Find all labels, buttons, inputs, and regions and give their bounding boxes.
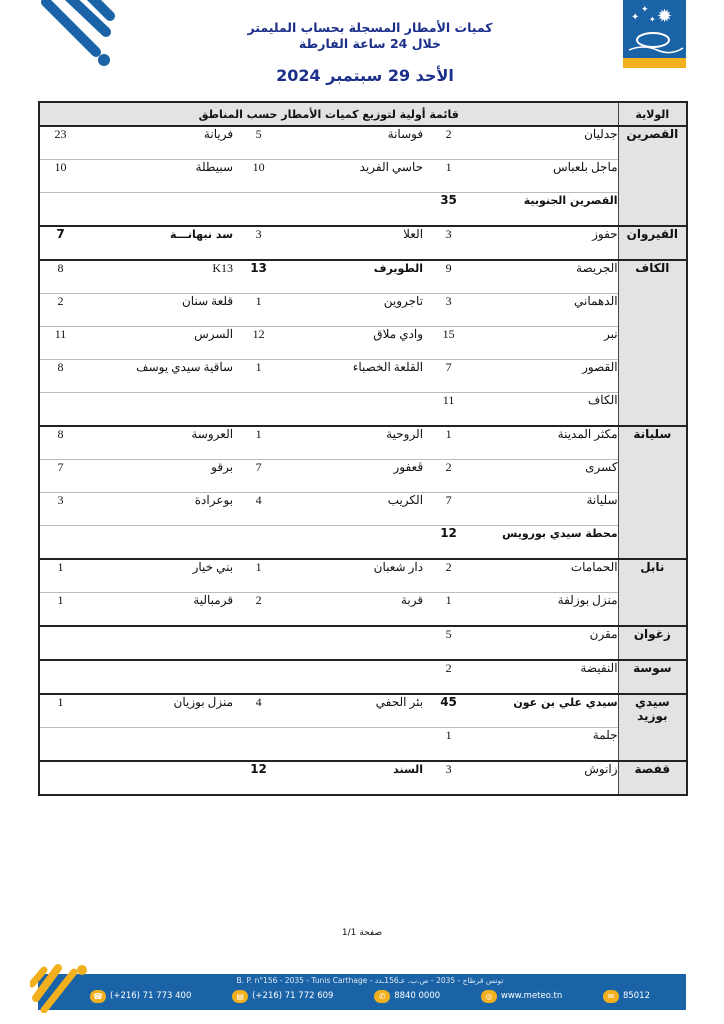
station-name-text: جلمة: [592, 728, 618, 742]
call-center-icon: ✆: [374, 990, 390, 1003]
station-name-text: محطة سيدي بورويس: [502, 527, 618, 540]
station-name: [81, 193, 241, 227]
station-name: [81, 360, 241, 393]
rainfall-value-text: 7: [255, 460, 262, 474]
station-name: [466, 593, 618, 627]
station-name-text: سد نبهانـــة: [169, 228, 234, 241]
contact-item: [232, 990, 333, 1003]
station-name-text: الدهماني: [574, 294, 618, 308]
station-name-text: برقو: [211, 460, 234, 474]
table-row: [39, 426, 687, 460]
stars-sun-icon: [623, 0, 686, 58]
station-name: [276, 460, 431, 493]
rainfall-value: [39, 626, 81, 660]
rainfall-value-text: 1: [57, 593, 64, 607]
station-name-text: الكريب: [387, 493, 424, 507]
wilaya-cell: الكاف: [618, 260, 687, 426]
station-name: [81, 460, 241, 493]
wilaya-cell: زغوان: [618, 626, 687, 660]
station-name: [276, 294, 431, 327]
rainfall-value: [241, 360, 276, 393]
rainfall-value-text: 7: [445, 360, 452, 374]
rainfall-value: [431, 360, 466, 393]
rainfall-value-text: 5: [445, 627, 452, 641]
rainfall-value: [241, 526, 276, 560]
station-name: [276, 327, 431, 360]
rainfall-value: [39, 126, 81, 160]
station-name-text: وادي ملاق: [373, 327, 424, 341]
station-name: [81, 660, 241, 694]
rainfall-value: [431, 593, 466, 627]
station-name-text: الجريصة: [576, 261, 618, 275]
station-name: [276, 426, 431, 460]
rainfall-value: [241, 226, 276, 260]
rainfall-value-text: 12: [252, 327, 265, 341]
rainfall-value: [241, 393, 276, 427]
rainfall-value-text: 1: [57, 695, 64, 709]
wilaya-cell: نابل: [618, 559, 687, 626]
table-row: [39, 260, 687, 294]
rainfall-value-text: 7: [445, 493, 452, 507]
institut-national-meteorologie-logo: [623, 0, 686, 68]
rainfall-value: [431, 393, 466, 427]
rainfall-value: [39, 761, 81, 795]
rainfall-value: [39, 327, 81, 360]
station-name: [466, 193, 618, 227]
station-name-text: العلا: [403, 227, 424, 241]
report-title: [200, 20, 540, 52]
station-name-text: قلعة سنان: [181, 294, 234, 308]
rainfall-value-text: 7: [57, 460, 64, 474]
rainfall-value: [431, 761, 466, 795]
rainfall-value-text: 2: [445, 460, 452, 474]
table-row: [39, 327, 687, 360]
station-name-text: الروحية: [386, 427, 424, 441]
rainfall-value-text: 12: [250, 762, 267, 776]
contact-item: [481, 990, 562, 1003]
station-name: [276, 226, 431, 260]
table-row: [39, 294, 687, 327]
station-name: [276, 160, 431, 193]
rainfall-value: [241, 126, 276, 160]
station-name-text: زانوش: [584, 762, 618, 776]
rainfall-value: [39, 559, 81, 593]
rainfall-value-text: 1: [445, 593, 452, 607]
station-name: [81, 559, 241, 593]
table-row: [39, 526, 687, 560]
rainfall-value-text: 35: [440, 193, 457, 207]
rainfall-value: [241, 327, 276, 360]
station-name: [276, 694, 431, 728]
wilaya-cell: القيروان: [618, 226, 687, 260]
station-name: [81, 626, 241, 660]
station-name-text: سليانة: [586, 493, 618, 507]
station-name-text: السرس: [194, 327, 234, 341]
rainfall-value: [431, 493, 466, 526]
station-name: [466, 126, 618, 160]
rainfall-value-text: 12: [440, 526, 457, 540]
station-name: [466, 327, 618, 360]
rainfall-value: [241, 193, 276, 227]
station-name: [81, 327, 241, 360]
rainfall-value: [431, 728, 466, 762]
station-name-text: سبيطلة: [195, 160, 234, 174]
rainfall-value: [431, 559, 466, 593]
station-name: [466, 393, 618, 427]
table-row: [39, 460, 687, 493]
table-header-row: [39, 102, 687, 126]
rainfall-value-text: 3: [445, 294, 452, 308]
rainfall-value-text: 1: [445, 427, 452, 441]
rainfall-value: [431, 460, 466, 493]
wilaya-cell: سليانة: [618, 426, 687, 559]
rainfall-value: [241, 761, 276, 795]
rainfall-value-text: 8: [57, 261, 64, 275]
rainfall-value: [39, 526, 81, 560]
rainfall-value-text: 3: [445, 227, 452, 241]
rainfall-value-text: 2: [255, 593, 262, 607]
contact-item: [90, 990, 191, 1003]
station-name-text: العروسة: [191, 427, 234, 441]
station-name-text: بوعرادة: [194, 493, 234, 507]
rainfall-value: [241, 260, 276, 294]
phone-icon: ☎: [90, 990, 106, 1003]
rainfall-value-text: 15: [442, 327, 455, 341]
rainfall-value-text: 1: [255, 294, 262, 308]
contact-text: 8840 0000: [394, 991, 441, 1001]
rainfall-value: [241, 626, 276, 660]
station-name: [81, 426, 241, 460]
table-row: [39, 626, 687, 660]
rainfall-value: [39, 360, 81, 393]
station-name: [81, 526, 241, 560]
rainfall-value-text: 11: [442, 393, 455, 407]
station-name: [466, 761, 618, 795]
station-name: [466, 526, 618, 560]
station-name: [81, 160, 241, 193]
svg-text:✦: ✦: [641, 5, 649, 15]
station-name-text: مكثر المدينة: [557, 427, 618, 441]
rainfall-value: [241, 593, 276, 627]
rainfall-value-text: 5: [255, 127, 262, 141]
station-name-text: بئر الحفي: [375, 695, 424, 709]
station-name-text: حفوز: [592, 227, 618, 241]
station-name: [466, 294, 618, 327]
rainfall-value: [431, 294, 466, 327]
contact-item: [603, 990, 650, 1003]
station-name: [81, 260, 241, 294]
rainfall-value-text: 11: [54, 327, 67, 341]
station-name: [81, 694, 241, 728]
table-row: [39, 694, 687, 728]
station-name: [81, 126, 241, 160]
column-header-wilaya: الولاية: [618, 102, 687, 126]
rainfall-value: [39, 260, 81, 294]
rainfall-value: [431, 327, 466, 360]
rainfall-value: [431, 260, 466, 294]
table-row: [39, 660, 687, 694]
table-body: [39, 126, 687, 795]
station-name: [466, 260, 618, 294]
wilaya-cell: سوسة: [618, 660, 687, 694]
rainfall-value-text: 1: [445, 160, 452, 174]
station-name: [276, 360, 431, 393]
station-name: [276, 493, 431, 526]
rainfall-value: [431, 226, 466, 260]
station-name: [81, 493, 241, 526]
footer-address: B. P. n°156 - 2035 - Tunis Carthage - تونس قرطاج - 2035 - ص.ب. عـ156ـدد: [236, 976, 504, 985]
column-header-stations: قائمة أولية لتوزيع كميات الأمطار حسب المناطق: [39, 102, 618, 126]
station-name: [81, 294, 241, 327]
table-row: [39, 193, 687, 227]
rainfall-value-text: 1: [255, 560, 262, 574]
rainfall-value-text: 10: [252, 160, 265, 174]
station-name: [466, 360, 618, 393]
station-name-text: فوسانة: [387, 127, 424, 141]
wilaya-cell: سيدي بوزيد: [618, 694, 687, 761]
station-name-text: منزل بوزيان: [173, 695, 234, 709]
rainfall-value-text: 1: [255, 427, 262, 441]
contact-text: (+216) 71 772 609: [252, 991, 334, 1001]
rainfall-value-text: 7: [56, 227, 65, 241]
station-name-text: القصور: [582, 360, 618, 374]
station-name-text: الكاف: [587, 393, 618, 407]
rainfall-value: [241, 660, 276, 694]
station-name: [276, 193, 431, 227]
rainfall-value-text: 1: [445, 728, 452, 742]
station-name: [81, 393, 241, 427]
station-name: [276, 126, 431, 160]
rainfall-value-text: 2: [445, 661, 452, 675]
rainfall-value: [431, 526, 466, 560]
station-name: [466, 460, 618, 493]
rainfall-value: [241, 460, 276, 493]
fax-icon: ▤: [232, 990, 248, 1003]
station-name: [466, 226, 618, 260]
rainfall-value-text: 45: [440, 695, 457, 709]
table-row: [39, 761, 687, 795]
rainfall-value-text: 10: [54, 160, 67, 174]
station-name: [276, 593, 431, 627]
rainfall-value: [431, 126, 466, 160]
station-name: [276, 526, 431, 560]
station-name-text: الحمامات: [570, 560, 618, 574]
rainfall-value: [39, 393, 81, 427]
contact-text: (+216) 71 773 400: [110, 991, 192, 1001]
wilaya-cell: القصرين: [618, 126, 687, 226]
station-name-text: بني خيار: [192, 560, 234, 574]
svg-text:✹: ✹: [657, 6, 673, 27]
station-name-text: ڨعفور: [393, 460, 424, 474]
station-name: [276, 626, 431, 660]
svg-text:✦: ✦: [649, 15, 656, 24]
station-name: [81, 761, 241, 795]
table-row: [39, 226, 687, 260]
rainfall-value: [39, 193, 81, 227]
rainfall-value: [39, 660, 81, 694]
station-name-text: تاجروين: [383, 294, 424, 308]
table-row: [39, 360, 687, 393]
rainfall-value: [39, 160, 81, 193]
station-name: [81, 593, 241, 627]
rainfall-value-text: 4: [255, 493, 262, 507]
rainfall-value-text: 8: [57, 360, 64, 374]
station-name: [466, 626, 618, 660]
station-name-text: ماجل بلعباس: [552, 160, 618, 174]
station-name: [81, 226, 241, 260]
rainfall-value: [241, 694, 276, 728]
rainfall-value: [39, 226, 81, 260]
footer-stripes-logo: [30, 958, 90, 1013]
table-row: [39, 160, 687, 193]
rainfall-value-text: 9: [445, 261, 452, 275]
contact-text[interactable]: www.meteo.tn: [500, 991, 563, 1001]
svg-text:✦: ✦: [631, 12, 640, 23]
rainfall-value: [431, 626, 466, 660]
station-name: [466, 426, 618, 460]
station-name: [276, 660, 431, 694]
station-name: [466, 493, 618, 526]
station-name-text: نبر: [603, 327, 618, 341]
rainfall-value-text: 1: [57, 560, 64, 574]
title-line-1: كميات الأمطار المسجلة بحساب المليمتر: [247, 20, 493, 35]
station-name-text: قرمبالية: [193, 593, 234, 607]
rainfall-value-text: 3: [445, 762, 452, 776]
station-name: [81, 728, 241, 762]
contact-item: [374, 990, 440, 1003]
station-name: [276, 393, 431, 427]
station-name-text: الطويرف: [373, 262, 424, 275]
station-name: [276, 728, 431, 762]
table-row: [39, 728, 687, 762]
station-name: [276, 761, 431, 795]
rainfall-table: [38, 101, 688, 796]
station-name-text: كسرى: [585, 460, 618, 474]
rainfall-value-text: 1: [255, 360, 262, 374]
blue-stripes-logo: [38, 0, 118, 70]
station-name: [466, 660, 618, 694]
station-name-text: ساقية سيدي يوسف: [136, 360, 234, 374]
station-name-text: النفيضة: [580, 661, 618, 675]
rainfall-value: [39, 728, 81, 762]
table-row: [39, 126, 687, 160]
station-name: [276, 559, 431, 593]
rainfall-value: [431, 426, 466, 460]
report-date: الأحد 29 سبتمبر 2024: [276, 66, 454, 85]
rainfall-value-text: 13: [250, 261, 267, 275]
table-row: [39, 393, 687, 427]
rainfall-value: [39, 593, 81, 627]
station-name-text: جدليان: [584, 127, 618, 141]
rainfall-value-text: 4: [255, 695, 262, 709]
rainfall-value-text: 2: [57, 294, 64, 308]
table-row: [39, 493, 687, 526]
title-line-2: خلال 24 ساعة الفارطة: [298, 36, 442, 51]
rainfall-value: [39, 294, 81, 327]
rainfall-value-text: 8: [57, 427, 64, 441]
rainfall-value: [431, 193, 466, 227]
station-name: [276, 260, 431, 294]
station-name-text: قربة: [400, 593, 424, 607]
rainfall-value: [241, 294, 276, 327]
rainfall-value-text: 23: [54, 127, 67, 141]
sms-icon: ✉: [603, 990, 619, 1003]
station-name: [466, 160, 618, 193]
station-name-text: فريانة: [203, 127, 234, 141]
station-name-text: منزل بوزلفة: [557, 593, 618, 607]
station-name-text: القلعة الخصباء: [352, 360, 424, 374]
station-name: [466, 728, 618, 762]
station-name-text: مقرن: [589, 627, 618, 641]
web-icon: ◎: [481, 990, 497, 1003]
table-row: [39, 559, 687, 593]
rainfall-value: [241, 559, 276, 593]
page-number: صفحة 1/1: [341, 928, 383, 938]
station-name-text: القصرين الجنوبية: [523, 194, 618, 207]
rainfall-value: [39, 694, 81, 728]
contact-text: 85012: [622, 991, 650, 1001]
rainfall-value: [241, 160, 276, 193]
rainfall-value: [39, 493, 81, 526]
rainfall-value: [241, 493, 276, 526]
wilaya-cell: قفصة: [618, 761, 687, 795]
rainfall-value: [431, 160, 466, 193]
station-name: [466, 694, 618, 728]
rainfall-value-text: 2: [445, 127, 452, 141]
rainfall-value-text: 3: [255, 227, 262, 241]
station-name: [466, 559, 618, 593]
rainfall-value-text: 2: [445, 560, 452, 574]
station-name-text: K13: [212, 261, 234, 275]
rainfall-value-text: 3: [57, 493, 64, 507]
footer-contacts: [90, 988, 650, 1004]
station-name-text: سيدي علي بن عون: [513, 696, 618, 709]
station-name-text: دار شعبان: [373, 560, 424, 574]
rainfall-value: [431, 660, 466, 694]
rainfall-value: [39, 460, 81, 493]
rainfall-value: [39, 426, 81, 460]
rainfall-value: [431, 694, 466, 728]
station-name-text: حاسي الفريد: [359, 160, 424, 174]
rainfall-value: [241, 728, 276, 762]
table-row: [39, 593, 687, 627]
rainfall-value: [241, 426, 276, 460]
station-name-text: السند: [393, 763, 424, 776]
